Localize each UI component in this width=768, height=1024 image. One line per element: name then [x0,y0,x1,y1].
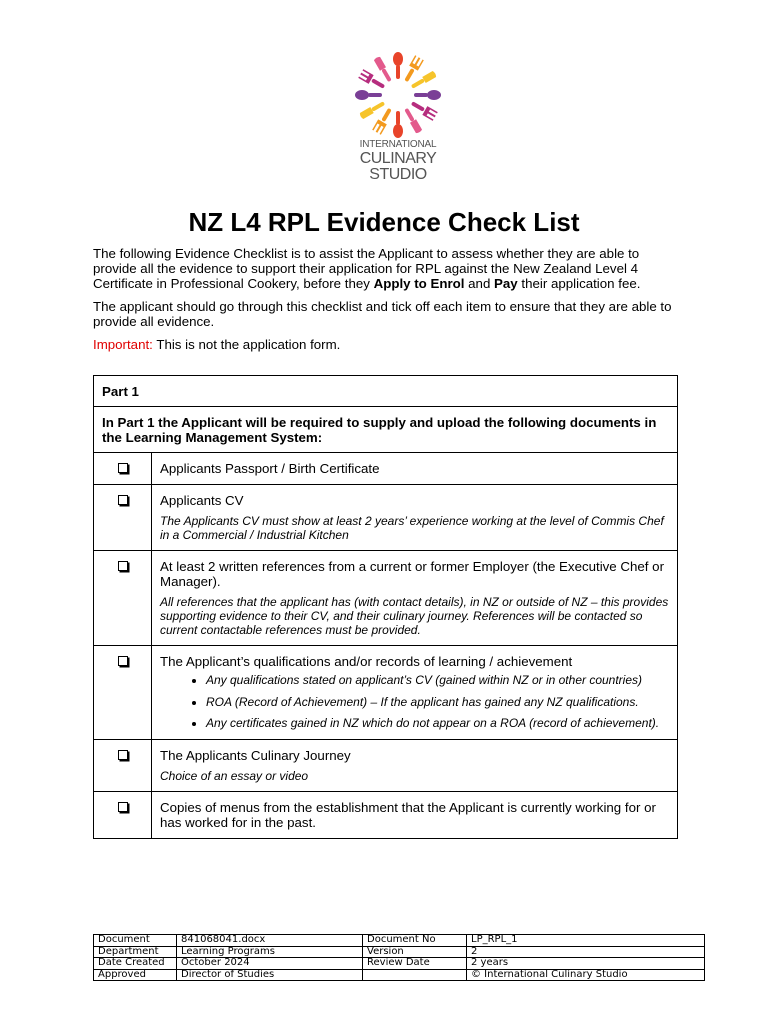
checklist-row [94,739,678,791]
footer-cell: Document [94,935,177,947]
document-control-footer [93,934,705,981]
utensil-spoke [393,52,403,79]
footer-row [94,969,705,981]
checklist-item [152,739,678,791]
checkbox-icon[interactable] [118,495,128,505]
evidence-checklist-table [93,375,678,839]
intro-paragraph-2: The applicant should go through this checklist and tick off each item to ensure that they are able to provide all evidence. [93,299,672,329]
item-note: The Applicants CV must show at least 2 years’ experience working at the level of Commis Chef in a Commercial / Industrial Kitchen [160,514,664,542]
checklist-item [152,551,678,646]
logo-line-2: CULINARY [359,150,437,167]
part-label: Part 1 [94,376,678,407]
checklist-row [94,646,678,740]
checklist-item [152,791,678,838]
utensil-spoke [358,69,386,91]
footer-cell [363,969,467,981]
checkbox-cell[interactable] [94,646,152,740]
list-item: • Any qualifications stated on applicant’s CV (gained within NZ or in other countries) [206,674,669,688]
footer-cell: Approved [94,969,177,981]
utensil-spoke [414,90,441,100]
checklist-item [152,485,678,551]
utensil-spoke [403,107,423,134]
footer-row [94,958,705,970]
item-title: At least 2 written references from a current or former Employer (the Executive Chef or Manager). [160,559,664,589]
footer-cell: Department [94,946,177,958]
checklist-row [94,551,678,646]
checkbox-cell[interactable] [94,739,152,791]
page-title: NZ L4 RPL Evidence Check List [188,207,580,237]
checkbox-icon[interactable] [118,656,128,666]
footer-cell: Director of Studies [177,969,363,981]
footer-cell: Version [363,946,467,958]
international-culinary-studio-logo [350,52,446,184]
footer-cell: 2 years [467,958,705,970]
footer-cell: 841068041.docx [177,935,363,947]
utensil-spoke [372,106,394,134]
footer-cell: LP_RPL_1 [467,935,705,947]
footer-cell: © International Culinary Studio [467,969,705,981]
utensil-spoke [359,100,386,120]
intro-paragraph-1: The following Evidence Checklist is to assist the Applicant to assess whether they are able to provide all the evidence to support their application for RPL against the New Zealand Level 4 Certificate in Professional Cookery, before they Apply to Enrol and Pay their application fee. [93,246,641,291]
checkbox-cell[interactable] [94,551,152,646]
important-label: Important: [93,337,153,352]
checkbox-icon[interactable] [118,802,128,812]
footer-cell: Review Date [363,958,467,970]
utensil-spoke [355,90,382,100]
important-note: Important: This is not the application form. [93,337,341,352]
utensil-spoke [393,111,403,138]
checkbox-cell[interactable] [94,791,152,838]
checkbox-icon[interactable] [118,463,128,473]
item-title: Applicants CV [160,493,244,508]
checklist-item [152,453,678,485]
footer-cell: Date Created [94,958,177,970]
utensil-wreath-icon [350,52,446,138]
checklist-row [94,453,678,485]
footer-cell: Document No [363,935,467,947]
checklist-row [94,791,678,838]
logo-line-1: INTERNATIONAL [359,139,437,150]
checkbox-icon[interactable] [118,750,128,760]
footer-row [94,935,705,947]
checklist-item [152,646,678,740]
item-title: Copies of menus from the establishment that the Applicant is currently working for or has worked for in the past. [160,799,656,830]
utensil-spoke [373,56,393,83]
item-note: All references that the applicant has (with contact details), in NZ or outside of NZ – this provides supporting evidence to their CV, and their culinary journey. References will be contacted so current contactable references must be provided. [160,595,669,637]
utensil-spoke [409,99,437,121]
list-item: • ROA (Record of Achievement) – If the applicant has gained any NZ qualifications. [206,696,669,710]
footer-cell: Learning Programs [177,946,363,958]
footer-row [94,946,705,958]
item-title: The Applicant’s qualifications and/or records of learning / achievement [160,654,573,669]
logo-wordmark [350,140,446,183]
item-note: Choice of an essay or video [160,768,309,783]
list-item: • Any certificates gained in NZ which do not appear on a ROA (record of achievement). [206,717,669,731]
footer-cell: 2 [467,946,705,958]
checkbox-cell[interactable] [94,485,152,551]
logo-line-3: STUDIO [369,166,427,183]
item-title: Applicants Passport / Birth Certificate [160,461,380,476]
part-instructions: In Part 1 the Applicant will be required to supply and upload the following documents in the Learning Management System: [94,407,678,453]
checklist-row [94,485,678,551]
item-title: The Applicants Culinary Journey [160,747,351,763]
footer-cell: October 2024 [177,958,363,970]
item-bullet-list [160,674,669,731]
utensil-spoke [410,70,437,90]
checkbox-icon[interactable] [118,561,128,571]
intro-section [93,246,678,360]
checkbox-cell[interactable] [94,453,152,485]
utensil-spoke [402,55,424,83]
